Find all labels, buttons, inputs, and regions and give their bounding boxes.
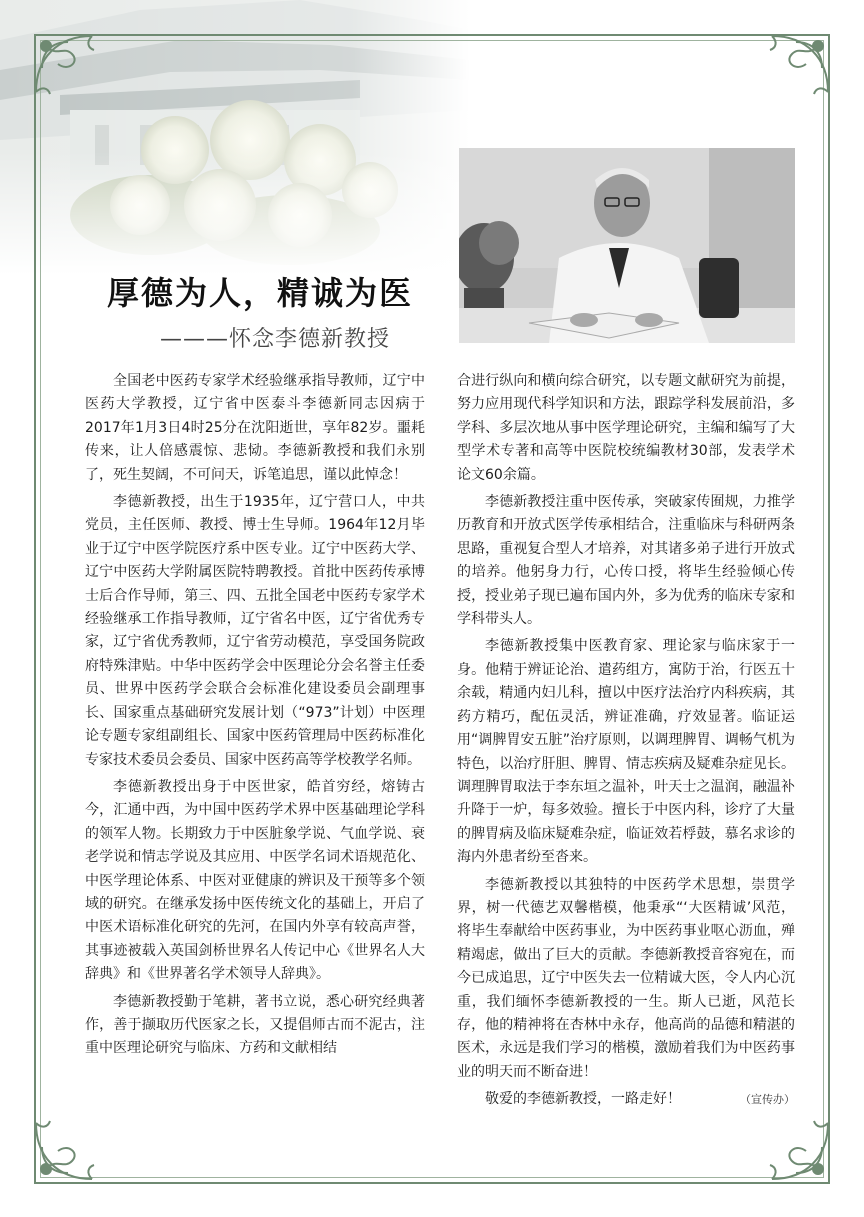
paragraph: 李德新教授注重中医传承，突破家传囿规，力推学历教育和开放式医学传承相结合，注重临床与科研两条思路，重视复合型人才培养，对其诸多弟子进行开放式的培养。他躬身力行，心传口授，将毕生经验倾心传授，授业弟子现已遍布国内外，多为优秀的临床专家和学科带头人。 — [457, 494, 795, 628]
closing-line — [457, 1088, 795, 1111]
paragraph: 李德新教授勤于笔耕，著书立说，悉心研究经典著作，善于撷取历代医家之长，又提倡师古而不泥古，注重中医理论研究与临床、方药和文献相结 — [85, 993, 425, 1057]
article-body-right — [457, 370, 795, 1112]
corner-ornament-icon — [764, 1115, 836, 1187]
article-body-left — [85, 370, 425, 1065]
article-subtitle: ———怀念李德新教授 — [160, 327, 391, 352]
article-title: 厚德为人，精诚为医 — [106, 274, 413, 312]
paragraph: 李德新教授，出生于1935年，辽宁营口人，中共党员，主任医师、教授、博士生导师。1964年12月毕业于辽宁中医学院医疗系中医专业。辽宁中医药大学、辽宁中医药大学附属医院特聘教授。首批中医药传承博士后合作导师，第三、四、五批全国老中医药专家学术经验继承工作指导教师，辽宁省名中医，辽宁省优秀专家，辽宁省优秀教师，辽宁省劳动模范，享受国务院政府特殊津贴。中华中医药学会中医理论分会名誉主任委员、世界中医药学会联合会标准化建设委员会副理事长、国家重点基础研究发展计划（“973”计划）中医理论专题专家组副组长、国家中医药管理局中医药标准化专家技术委员会委员、国家中医药高等学校教学名师。 — [85, 494, 425, 768]
corner-ornament-icon — [28, 28, 100, 100]
signature: （宣传办） — [740, 1093, 795, 1107]
paragraph: 李德新教授集中医教育家、理论家与临床家于一身。他精于辨证论治、遣药组方，寓防于治，行医五十余载，精通内妇儿科，擅以中医疗法治疗内科疾病，其药方精巧，配伍灵活，辨证准确，疗效显著。临证运用“调脾胃安五脏”治疗原则，以调理脾胃、调畅气机为特色，以治疗肝胆、脾胃、情志疾病及疑难杂症见长。调理脾胃取法于李东垣之温补，叶天士之温润，融温补升降于一炉，每多效验。擅长于中医内科，诊疗了大量的脾胃病及临床疑难杂症，临证效若桴鼓，慕名求诊的海内外患者纷至沓来。 — [457, 638, 795, 866]
paragraph: 李德新教授出身于中医世家，皓首穷经，熔铸古今，汇通中西，为中国中医药学术界中医基础理论学科的领军人物。长期致力于中医脏象学说、气血学说、衰老学说和情志学说及其应用、中医学名词术语规范化、中医学理论体系、中医对亚健康的辨识及干预等多个领域的研究。在继承发扬中医传统文化的基础上，开启了中医术语标准化研究的先河，在国内外享有较高声誉，其事迹被载入英国剑桥世界名人传记中心《世界名人大辞典》和《世界著名学术领导人辞典》。 — [85, 778, 425, 983]
paragraph: 全国老中医药专家学术经验继承指导教师，辽宁中医药大学教授，辽宁省中医泰斗李德新同志因病于2017年1月3日4时25分在沈阳逝世，享年82岁。噩耗传来，让人倍感震惊、悲恸。李德新教授和我们永别了，死生契阔，不可问天，诉笔追思，谨以此悼念！ — [85, 373, 425, 483]
corner-ornament-icon — [764, 28, 836, 100]
corner-ornament-icon — [28, 1115, 100, 1187]
paragraph: 李德新教授以其独特的中医药学术思想，崇贯学界，树一代德艺双馨楷模，他秉承“‘大医精诚’风范，将毕生奉献给中医药事业，为中医药事业呕心沥血，殚精竭虑，做出了巨大的贡献。李德新教授音容宛在，而今已成追思，辽宁中医失去一位精诚大医，令人内心沉重，我们缅怀李德新教授的一生。斯人已逝，风范长存，他的精神将在杏林中永存，他高尚的品德和精湛的医术，永远是我们学习的楷模，激励着我们为中医药事业的明天而不断奋进！ — [457, 876, 795, 1080]
professor-photo — [459, 148, 795, 343]
closing-text: 敬爱的李德新教授，一路走好！ — [485, 1091, 681, 1108]
paragraph: 合进行纵向和横向综合研究，以专题文献研究为前提，努力应用现代科学知识和方法，跟踪学科发展前沿，多学科、多层次地从事中医学理论研究，主编和编写了大型学术专著和高等中医院校统编教材30部，发表学术论文60余篇。 — [457, 373, 795, 483]
